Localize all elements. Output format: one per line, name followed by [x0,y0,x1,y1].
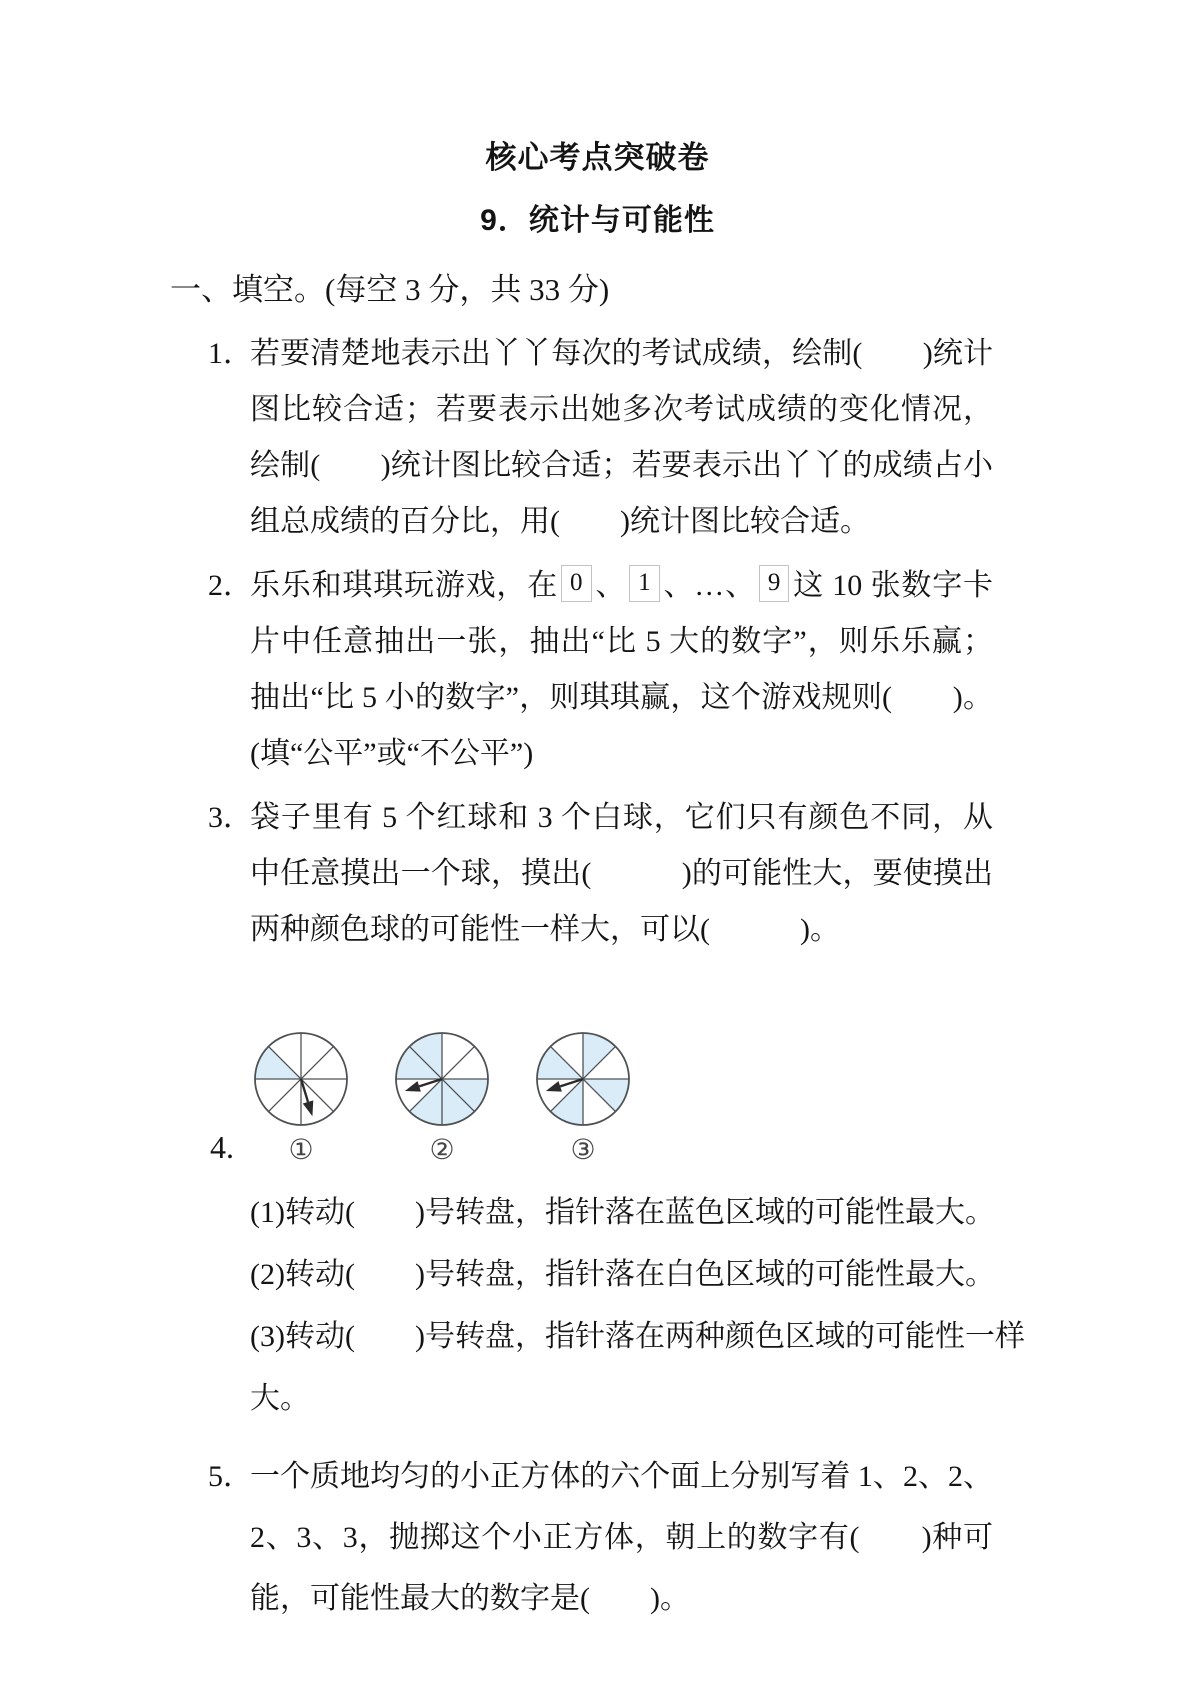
spinner-3-group [536,1032,630,1168]
question-4-item-3: (3)转动( )号转盘，指针落在两种颜色区域的可能性一样大。 [250,1320,1025,1415]
spinner-2-label: ② [429,1135,455,1166]
spinner-row [254,1032,1025,1168]
spinner-svg [536,1032,630,1126]
question-4-figure [170,1032,1025,1168]
spinner-svg [395,1032,489,1126]
question-2-text-rest: 这 10 张数字卡片中任意抽出一张，抽出“比 5 大的数字”，则乐乐赢；抽出“比 5 小的数字”，则琪琪赢，这个游戏规则( )。(填“公平”或“不公平”) [250,569,994,770]
spinner-1-group [254,1032,348,1168]
question-4-item-1: (1)转动( )号转盘，指针落在蓝色区域的可能性最大。 [250,1196,995,1229]
question-1-text: 若要清楚地表示出丫丫每次的考试成绩，绘制( )统计图比较合适；若要表示出她多次考试成绩的变化情况，绘制( )统计图比较合适；若要表示出丫丫的成绩占小组总成绩的百分比，用( )统计图比较合适。 [250,337,993,538]
question-2-text-lead: 乐乐和琪琪玩游戏，在 [250,569,559,602]
question-4-items [170,1182,1025,1430]
question-1 [170,326,1025,550]
spinner-wheel-3-icon [536,1032,630,1126]
question-4-item-2: (2)转动( )号转盘，指针落在白色区域的可能性最大。 [250,1258,995,1291]
spinner-wheel-2-icon [395,1032,489,1126]
spinner-1-label: ① [288,1135,314,1166]
page-title: 核心考点突破卷 [485,140,710,175]
question-4-number: 4. [210,1129,234,1165]
section-heading: 一、填空。(每空 3 分，共 33 分) [170,272,610,307]
question-2-number: 2． [208,569,253,602]
question-5-text: 一个质地均匀的小正方体的六个面上分别写着 1、2、2、2、3、3，抛掷这个小正方体，朝上的数字有( )种可能，可能性最大的数字是( )。 [250,1460,993,1615]
number-card-1: 1 [629,565,660,602]
spinner-svg [254,1032,348,1126]
spinner-2-group [395,1032,489,1168]
question-3 [170,790,1025,958]
question-1-number: 1． [208,337,253,370]
question-5-number: 5． [208,1460,253,1493]
question-3-text: 袋子里有 5 个红球和 3 个白球，它们只有颜色不同，从中任意摸出一个球，摸出( )的可能性大，要使摸出两种颜色球的可能性一样大，可以( )。 [250,801,993,946]
question-2 [170,558,1025,782]
page-subtitle: 9．统计与可能性 [480,204,715,237]
spinner-3-label: ③ [570,1135,596,1166]
question-5 [170,1446,1025,1629]
spinner-wheel-1-icon [254,1032,348,1126]
number-card-9: 9 [759,565,790,602]
question-3-number: 3． [208,801,253,834]
question-2-separator-2: 、…、 [662,569,756,602]
number-card-0: 0 [561,565,592,602]
question-2-separator-1: 、 [594,569,627,602]
